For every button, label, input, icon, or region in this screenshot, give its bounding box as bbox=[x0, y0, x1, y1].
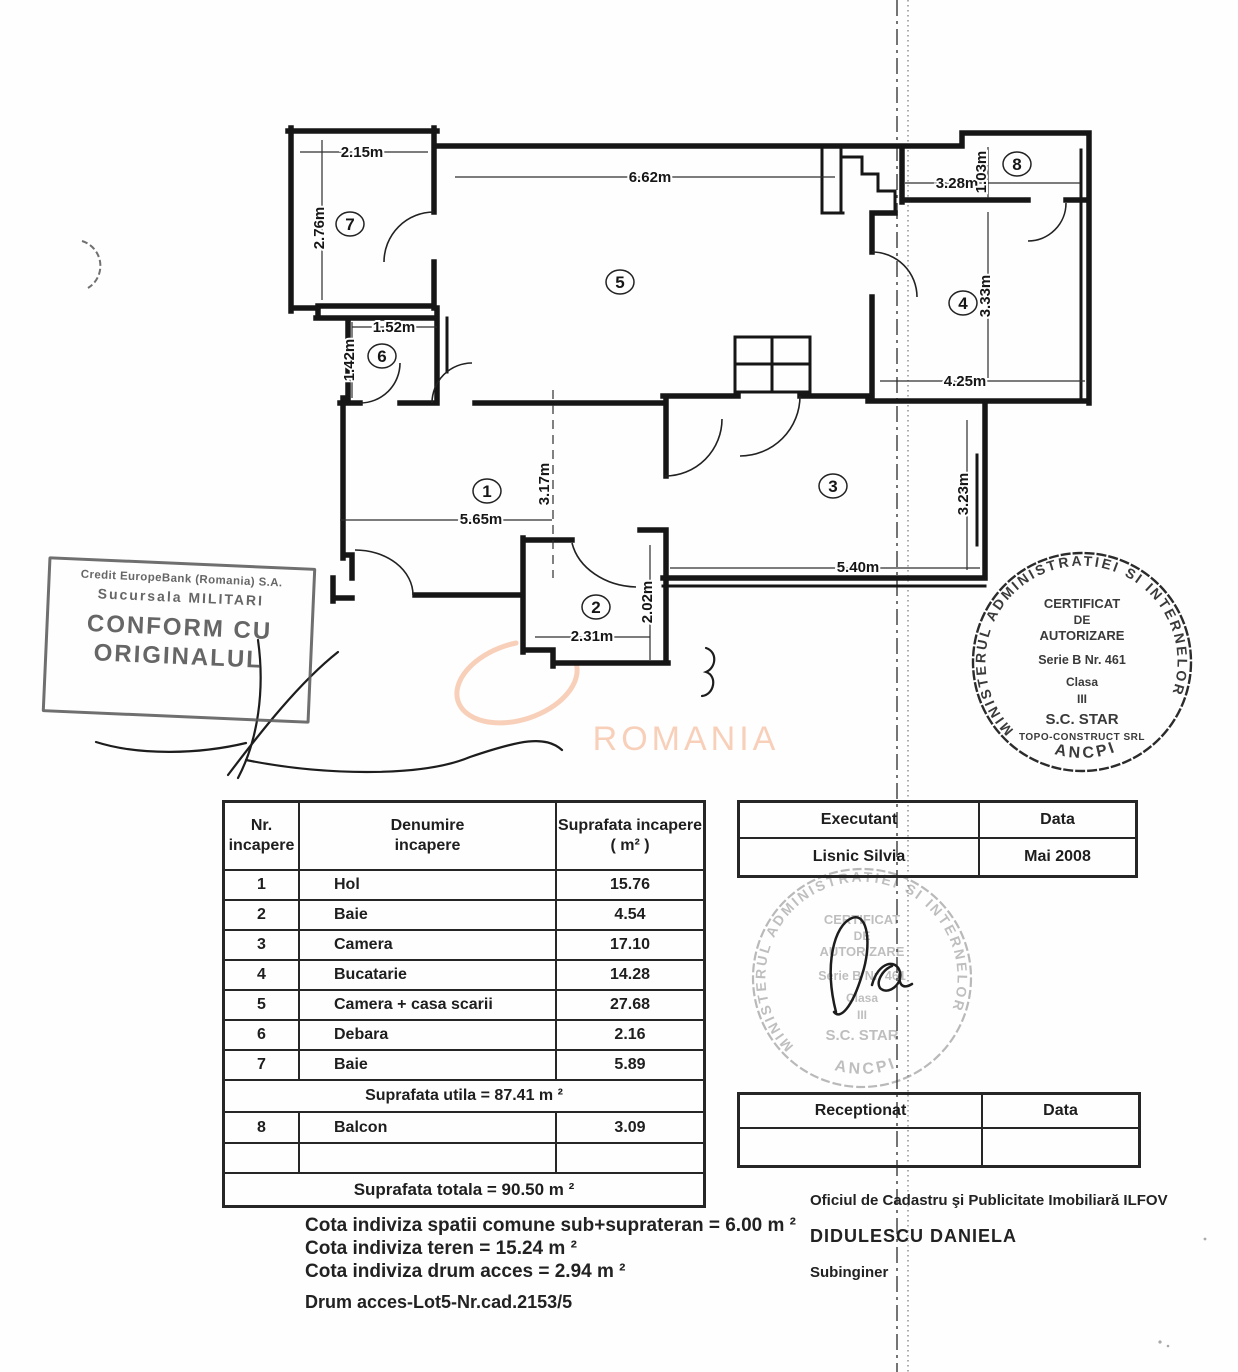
rooms-area-table bbox=[222, 800, 706, 1208]
room-1-label bbox=[473, 479, 501, 503]
office-block bbox=[810, 1192, 1168, 1281]
office-name: Oficiul de Cadastru şi Publicitate Imobiliară ILFOV bbox=[810, 1192, 1168, 1209]
row4-nr: 4 bbox=[257, 966, 266, 983]
receptionat-data-header: Data bbox=[981, 1095, 1138, 1127]
door-arc-room3-left bbox=[665, 419, 722, 476]
stamp-line-scstar: S.C. STAR bbox=[1045, 711, 1119, 728]
executant-date: Mai 2008 bbox=[978, 839, 1135, 875]
row7-name: Baie bbox=[298, 1051, 555, 1079]
receptionat-table bbox=[737, 1092, 1141, 1168]
table-row bbox=[225, 959, 703, 989]
dim-room5-h: 6.62m bbox=[628, 169, 672, 186]
dim-room7-v: 2.76m bbox=[311, 206, 328, 250]
dim-room1-v: 3.17m bbox=[536, 462, 553, 506]
faint-stamp-line-scstar: S.C. STAR bbox=[825, 1027, 899, 1044]
room-8-label bbox=[1003, 152, 1031, 176]
header-denumire bbox=[298, 803, 555, 869]
stamp-line-clasa: Clasa bbox=[1065, 675, 1099, 689]
room-2-label bbox=[582, 595, 610, 619]
empty-name bbox=[298, 1144, 555, 1172]
room-3-label bbox=[819, 474, 847, 498]
balcon-row bbox=[225, 1111, 703, 1142]
executant-table bbox=[737, 800, 1138, 878]
executant-data-header: Data bbox=[978, 803, 1135, 837]
speck-2 bbox=[1167, 1345, 1170, 1348]
executant-name: Lisnic Silvia bbox=[812, 848, 906, 865]
room-7-number: 7 bbox=[345, 215, 355, 234]
bank-stamp-bank-name: Credit EuropeBank (Romania) S.A. bbox=[80, 568, 283, 590]
row2-nr: 2 bbox=[257, 906, 266, 923]
row5-nr: 5 bbox=[257, 996, 266, 1013]
cota-indiviza-block bbox=[305, 1214, 796, 1314]
row6-nr: 6 bbox=[257, 1026, 266, 1043]
table-row bbox=[225, 929, 703, 959]
dim-room2-v: 2.02m bbox=[639, 580, 656, 624]
receptionat-date bbox=[981, 1129, 1138, 1165]
cota-line-teren: Cota indiviza teren = 15.24 m ² bbox=[305, 1238, 577, 1259]
watermark-text: ROMANIA bbox=[592, 720, 780, 758]
header-nr bbox=[225, 803, 298, 869]
room-4-number: 4 bbox=[958, 294, 968, 313]
balcon-name: Balcon bbox=[298, 1113, 555, 1142]
door-arc-balcony bbox=[1028, 203, 1066, 241]
row6-name: Debara bbox=[298, 1021, 555, 1049]
empty-area bbox=[555, 1144, 703, 1172]
room-5-number: 5 bbox=[615, 273, 625, 292]
stamp-line-de: DE bbox=[1073, 613, 1091, 627]
dim-room6-v: 1.42m bbox=[341, 338, 358, 382]
table-row bbox=[225, 869, 703, 899]
dim-room7-h: 2.15m bbox=[340, 144, 384, 161]
room-6-label bbox=[368, 344, 396, 368]
stamp-line-serie: Serie B Nr. 461 bbox=[1038, 653, 1126, 667]
faint-stamp-ring-text: MINISTERUL ADMINISTRATIEI SI INTERNELOR bbox=[752, 868, 971, 1055]
suprafata-totala-row: Suprafata totala = 90.50 m ² bbox=[225, 1172, 703, 1205]
header-denumire-line2: incapere bbox=[394, 837, 461, 854]
row5-area: 27.68 bbox=[555, 991, 703, 1019]
cota-line-lot: Drum acces-Lot5-Nr.cad.2153/5 bbox=[305, 1292, 573, 1312]
room-5-label bbox=[606, 270, 634, 294]
dim-room3-h: 5.40m bbox=[836, 559, 880, 576]
header-denumire-line1: Denumire bbox=[390, 817, 465, 834]
dim-room3-v: 3.23m bbox=[955, 472, 972, 516]
svg-text:ANCPI bbox=[833, 1055, 899, 1078]
room-1-number: 1 bbox=[482, 482, 492, 501]
cota-line-comune: Cota indiviza spatii comune sub+suprateran = 6.00 m ² bbox=[305, 1215, 796, 1236]
watermark-swoosh-icon bbox=[446, 627, 587, 738]
door-arc-room4 bbox=[872, 252, 917, 297]
stamp-line-iii: III bbox=[1076, 692, 1088, 706]
bank-stamp-branch: Sucursala MILITARI bbox=[97, 585, 265, 609]
bank-stamp-conform: CONFORM CU bbox=[86, 609, 273, 646]
faint-stamp-line-certificat: CERTIFICAT bbox=[823, 912, 901, 927]
romania-watermark bbox=[446, 627, 779, 758]
empty-nr bbox=[225, 1144, 298, 1172]
stamp-ring-text: MINISTERUL ADMINISTRATIEI SI INTERNELOR bbox=[972, 552, 1191, 739]
inspector-name: DIDULESCU DANIELA bbox=[810, 1226, 1018, 1246]
stamp-line-autorizare: AUTORIZARE bbox=[1039, 628, 1125, 643]
stamp-line-topo: TOPO-CONSTRUCT SRL bbox=[1018, 732, 1146, 743]
row2-area: 4.54 bbox=[555, 901, 703, 929]
header-nr-line1: Nr. bbox=[250, 817, 273, 834]
row3-nr: 3 bbox=[257, 936, 266, 953]
receptionat-header-row bbox=[740, 1095, 1138, 1127]
suprafata-utila-row: Suprafata utila = 87.41 m ² bbox=[225, 1079, 703, 1111]
faint-stamp-line-autorizare: AUTORIZARE bbox=[819, 944, 905, 959]
dimension-labels bbox=[311, 144, 994, 645]
table-row bbox=[225, 1049, 703, 1079]
signature-wave bbox=[96, 742, 246, 752]
row7-nr: 7 bbox=[257, 1056, 266, 1073]
row4-area: 14.28 bbox=[555, 961, 703, 989]
dim-room1-h: 5.65m bbox=[459, 511, 503, 528]
faint-stamp-line-de: DE bbox=[853, 929, 871, 943]
faint-stamp-line-iii: III bbox=[856, 1008, 868, 1022]
dim-room6-h: 1.52m bbox=[372, 319, 416, 336]
executant-header-row bbox=[740, 803, 1135, 837]
room-3-number: 3 bbox=[828, 477, 838, 496]
table-row bbox=[225, 989, 703, 1019]
row7-area: 5.89 bbox=[555, 1051, 703, 1079]
empty-row bbox=[225, 1142, 703, 1172]
table-row bbox=[225, 899, 703, 929]
signature-tail bbox=[246, 741, 562, 772]
signature-squiggle bbox=[702, 648, 714, 696]
header-nr-line2: incapere bbox=[228, 837, 295, 854]
row3-area: 17.10 bbox=[555, 931, 703, 959]
speck-3 bbox=[1204, 1238, 1207, 1241]
balcon-nr: 8 bbox=[257, 1118, 266, 1136]
header-suprafata-line1: Suprafata incapere bbox=[557, 817, 703, 834]
row6-area: 2.16 bbox=[555, 1021, 703, 1049]
row5-name: Camera + casa scarii bbox=[298, 991, 555, 1019]
door-arc-room3-top bbox=[740, 396, 800, 456]
executant-value-row bbox=[740, 837, 1135, 875]
receptionat-name bbox=[740, 1129, 981, 1165]
dim-room8-h: 3.28m bbox=[935, 175, 979, 192]
receptionat-header: Receptionat bbox=[814, 1102, 907, 1119]
inspector-title: Subinginer bbox=[810, 1264, 889, 1281]
room-4-label bbox=[949, 291, 977, 315]
room-6-number: 6 bbox=[377, 347, 387, 366]
rooms-table-header bbox=[225, 803, 703, 869]
bank-conform-stamp bbox=[42, 556, 317, 724]
bank-stamp-originalul: ORIGINALUL bbox=[93, 639, 264, 674]
faint-stamp-line-serie: Serie B Nr. 461 bbox=[818, 969, 906, 983]
dim-room4-v: 3.33m bbox=[977, 274, 994, 318]
dim-room2-h: 2.31m bbox=[570, 628, 614, 645]
cota-line-drum: Cota indiviza drum acces = 2.94 m ² bbox=[305, 1261, 626, 1282]
dim-room8-v: 1.03m bbox=[973, 150, 990, 194]
row1-nr: 1 bbox=[257, 876, 266, 893]
table-row bbox=[225, 1019, 703, 1049]
room-7-label bbox=[336, 212, 364, 236]
door-arc-entry bbox=[355, 550, 413, 595]
door-arc-room2 bbox=[572, 543, 636, 587]
row1-area: 15.76 bbox=[555, 871, 703, 899]
dim-room4-h: 4.25m bbox=[943, 373, 987, 390]
row3-name: Camera bbox=[298, 931, 555, 959]
row2-name: Baie bbox=[298, 901, 555, 929]
receptionat-value-row bbox=[740, 1127, 1138, 1165]
executant-header: Executant bbox=[820, 811, 898, 828]
header-suprafata-line2: ( m² ) bbox=[610, 837, 650, 854]
room-labels bbox=[336, 152, 1031, 619]
stamp-line-certificat: CERTIFICAT bbox=[1043, 596, 1121, 611]
faint-stamp-bottom-text: ANCPI bbox=[833, 1054, 900, 1079]
speck-1 bbox=[1158, 1340, 1161, 1343]
row4-name: Bucatarie bbox=[298, 961, 555, 989]
balcon-area: 3.09 bbox=[555, 1113, 703, 1142]
door-arc-room7 bbox=[384, 212, 434, 262]
room-2-number: 2 bbox=[591, 598, 601, 617]
floor-plan-walls bbox=[288, 128, 1089, 666]
room-8-number: 8 bbox=[1012, 155, 1022, 174]
scan-artifact-circle bbox=[82, 241, 100, 288]
header-suprafata bbox=[555, 803, 703, 869]
faint-stamp-line-clasa: Clasa bbox=[845, 991, 879, 1005]
row1-name: Hol bbox=[298, 871, 555, 899]
door-arc-room6-a bbox=[360, 363, 400, 403]
ministry-stamp bbox=[972, 553, 1191, 771]
stamp-bottom-text: ANCPI bbox=[1053, 738, 1120, 763]
